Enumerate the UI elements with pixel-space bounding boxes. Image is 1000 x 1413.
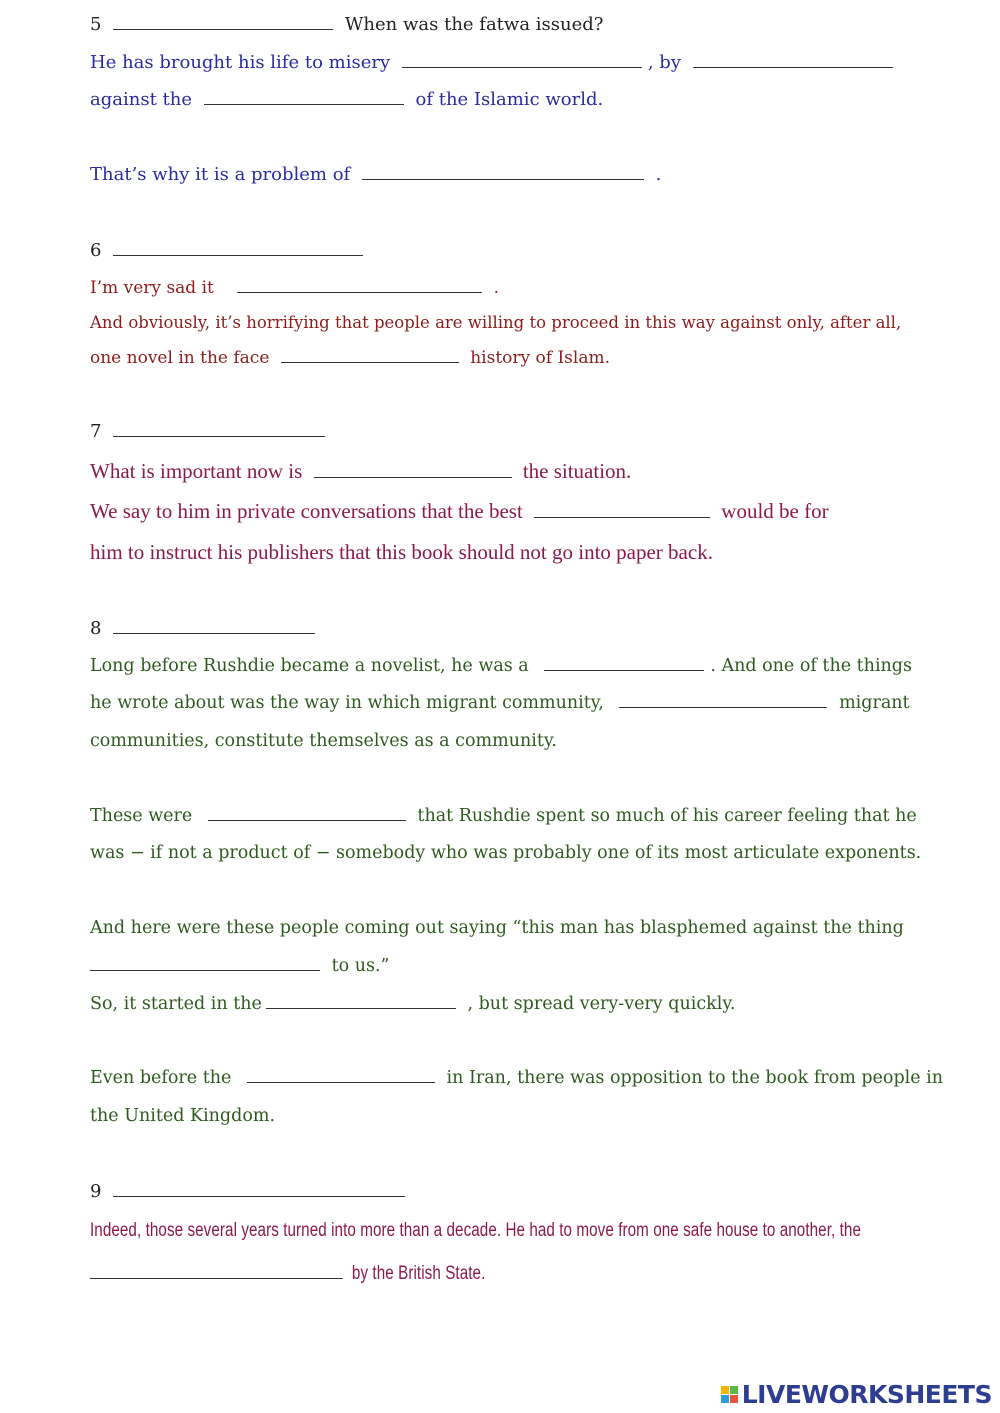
q5-question: When was the fatwa issued? [344,14,604,35]
q9-line-1: Indeed, those several years turned into more than a decade. He had to move from one safe house to another, the [90,1220,861,1241]
q6-blank-2[interactable] [281,361,459,363]
liveworksheets-logo [721,1378,992,1410]
mark-square-4 [730,1395,738,1403]
q8-text-2a: he wrote about was the way in which migrant community, [90,693,604,713]
q8-text-4b: that Rushdie spent so much of his career feeling that he [417,806,917,826]
mark-square-1 [721,1386,729,1394]
q7-line-1 [90,459,631,484]
q7-text-2b: would be for [721,499,829,523]
q8-text-7: to us.” [331,956,390,976]
q6-line-1 [90,278,499,298]
mark-square-2 [730,1386,738,1394]
q8-line-9 [90,1068,943,1088]
q8-text-9a: Even before the [90,1068,232,1088]
q7-text-1a: What is important now is [90,459,303,483]
q8-text-1a: Long before Rushdie became a novelist, he was a [90,656,529,676]
q8-blank-2[interactable] [619,706,827,708]
mark-square-3 [721,1395,729,1403]
q6-text-3a: one novel in the face [90,348,270,368]
q7-answer-blank[interactable] [113,435,325,437]
q8-number: 8 [90,618,102,639]
q8-text-8b: , but spread very-very quickly. [467,994,736,1014]
q8-row [90,618,321,639]
q8-line-4 [90,806,917,826]
q8-line-6: And here were these people coming out saying “this man has blasphemed against the thing [90,918,904,938]
q5-blank-3[interactable] [204,103,404,105]
q8-line-1 [90,656,912,676]
q8-blank-1[interactable] [544,669,704,671]
q5-blank-4[interactable] [362,178,644,180]
q5-text-1a: He has brought his life to misery [90,52,391,73]
q7-blank-2[interactable] [534,516,710,518]
liveworksheets-mark-icon [721,1386,738,1403]
q7-number: 7 [90,421,102,442]
q5-blank-2[interactable] [693,66,893,68]
q6-line-3 [90,348,610,368]
q5-row [90,14,603,35]
q5-text-1b: , by [647,52,681,73]
q5-answer-blank[interactable] [113,28,333,30]
q8-line-10: the United Kingdom. [90,1106,276,1126]
q8-line-3: communities, constitute themselves as a community. [90,731,557,751]
q5-text-2a: against the [90,89,193,110]
q5-line-3 [90,164,661,185]
q9-text-2: by the British State. [351,1263,486,1284]
q9-blank-1[interactable] [90,1277,343,1279]
q5-text-3a: That’s why it is a problem of [90,164,351,185]
q8-text-8a: So, it started in the [90,994,262,1014]
q8-text-4a: These were [90,806,193,826]
q8-line-2 [90,693,910,713]
q9-answer-blank[interactable] [113,1195,405,1197]
q5-line-2 [90,89,603,110]
q6-blank-1[interactable] [237,291,482,293]
q7-line-2 [90,499,829,524]
q8-blank-5[interactable] [266,1007,456,1009]
q8-line-8 [90,994,735,1014]
q8-text-2b: migrant [839,693,910,713]
q5-text-3b: . [655,164,662,185]
q5-number: 5 [90,14,102,35]
q8-blank-6[interactable] [247,1081,435,1083]
q6-answer-blank[interactable] [113,254,363,256]
q7-text-1b: the situation. [522,459,632,483]
q6-text-1b: . [493,278,500,298]
q6-line-2: And obviously, it’s horrifying that people are willing to proceed in this way against only, after all, [90,313,902,332]
q5-blank-1[interactable] [402,66,642,68]
q8-text-1b: . And one of the things [710,656,912,676]
q6-text-3b: history of Islam. [470,348,610,368]
q8-answer-blank[interactable] [113,632,315,634]
q8-line-5: was − if not a product of − somebody who was probably one of its most articulate exponents. [90,843,922,863]
q9-line-2 [90,1263,485,1285]
q7-blank-1[interactable] [314,476,512,478]
q5-line-1 [90,52,899,73]
q5-text-2b: of the Islamic world. [415,89,604,110]
q6-row [90,240,369,261]
q9-row [90,1181,411,1202]
q8-blank-3[interactable] [208,819,406,821]
q7-row [90,421,331,442]
q7-text-2a: We say to him in private conversations that the best [90,499,523,523]
logo-text: LIVEWORKSHEETS [741,1379,992,1409]
q9-number: 9 [90,1181,102,1202]
q6-number: 6 [90,240,102,261]
q7-line-3: him to instruct his publishers that this book should not go into paper back. [90,540,713,564]
q8-text-9b: in Iran, there was opposition to the book from people in [446,1068,944,1088]
q8-blank-4[interactable] [90,969,320,971]
q6-text-1a: I’m very sad it [90,278,214,298]
q8-line-7 [90,956,389,976]
